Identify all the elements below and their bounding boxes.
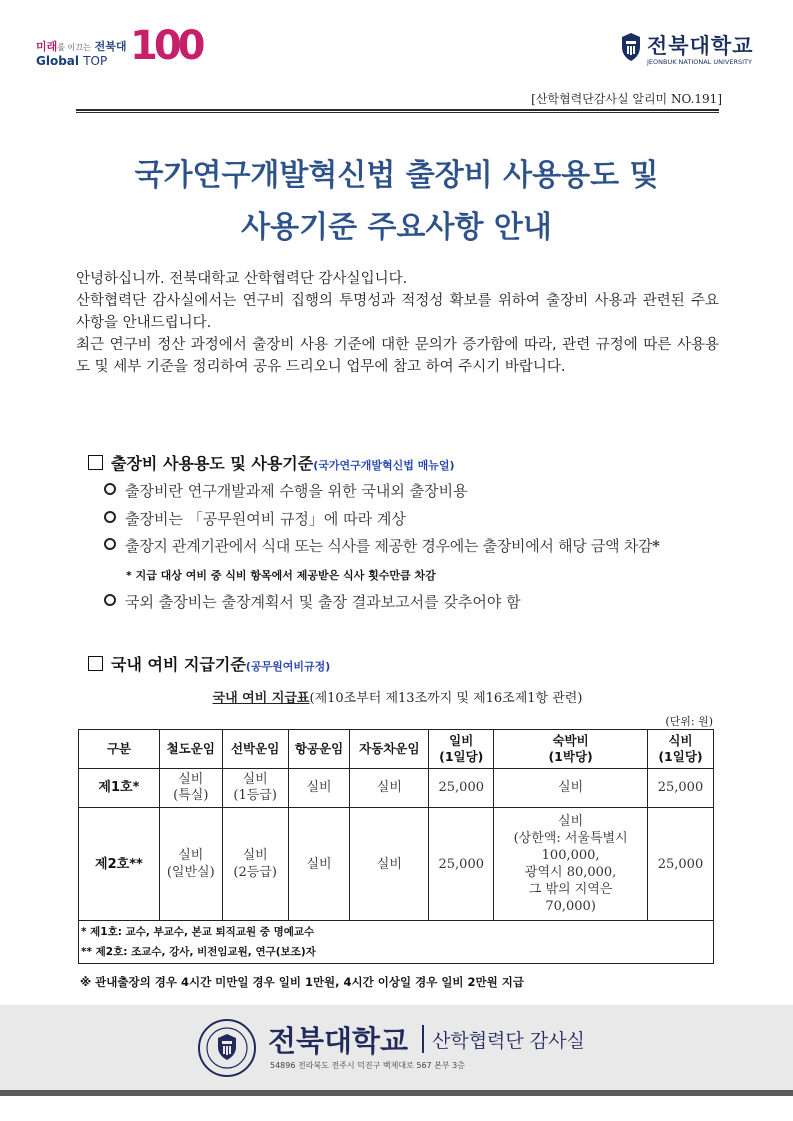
footer-university-name: 전북대학교 (268, 1024, 409, 1058)
list-item (104, 508, 406, 529)
header-daily-unit: (1일당) (439, 749, 484, 764)
list-item (104, 535, 660, 556)
table-footnote-row (79, 921, 714, 964)
car-cell: 실비 (350, 769, 429, 808)
grade-cell: 제1호* (79, 769, 160, 808)
rail-class: (일반실) (166, 865, 215, 880)
footer-bar (0, 1090, 793, 1096)
lodging-line: 실비 (558, 814, 584, 829)
table-title: 국내 여비 지급표 (212, 691, 310, 706)
section2-subtitle: (공무원여비규정) (245, 660, 331, 673)
page-title (60, 150, 733, 254)
header-divider (76, 109, 719, 111)
header-category: 구분 (79, 730, 160, 769)
lodging-cell: 실비 (494, 769, 648, 808)
deduction-note: * 지급 대상 여비 중 식비 항목에서 제공받은 식사 횟수만큼 차감 (126, 569, 436, 582)
global-top100-logo (30, 24, 200, 72)
ship-value: 실비 (242, 772, 268, 787)
lodging-line: (상한액: 서울특별시 (513, 831, 628, 846)
footnote-grade-1: * 제1호: 교수, 부교수, 본교 퇴직교원 중 명예교수 (81, 926, 315, 938)
global-text: Global (36, 54, 80, 68)
ship-class: (1등급) (233, 788, 277, 803)
footer-separator (422, 1025, 424, 1053)
rail-cell (159, 808, 222, 921)
top-text: TOP (83, 54, 108, 68)
header-car: 자동차운임 (350, 730, 429, 769)
university-logo (617, 30, 767, 72)
intro-paragraph-2: 산학협력단 감사실에서는 연구비 집행의 투명성과 적정성 확보를 위하여 출장비 사용과 관련된 주요 사항을 안내드립니다. (76, 293, 719, 331)
bullet-text-1: 출장비란 연구개발과제 수행을 위한 국내외 출장비용 (125, 482, 468, 500)
section1-subtitle: (국가연구개발혁신법 매뉴얼) (313, 459, 455, 472)
daily-cell: 25,000 (429, 769, 494, 808)
university-emblem-icon (619, 32, 643, 62)
rail-value: 실비 (178, 772, 204, 787)
intro-paragraph-1: 안녕하십니까. 전북대학교 산학협력단 감사실입니다. (76, 271, 408, 287)
air-cell: 실비 (288, 769, 350, 808)
footnote-grade-2: ** 제2호: 조교수, 강사, 비전임교원, 연구(보조)자 (81, 946, 316, 958)
university-name: 전북대학교 (647, 34, 754, 58)
intro-text (76, 268, 719, 378)
title-line-2: 사용기준 주요사항 안내 (241, 210, 552, 245)
section-heading-usage (88, 451, 455, 474)
rail-class: (특실) (173, 788, 209, 803)
table-footnotes (79, 921, 714, 964)
header-lodging-label: 숙박비 (552, 733, 589, 748)
section2-title: 국내 여비 지급기준 (111, 655, 246, 674)
header-lodging (494, 730, 648, 769)
intro-paragraph-3: 최근 연구비 정산 과정에서 출장비 사용 기준에 대한 문의가 증가함에 따라, 관련 규정에 따른 사용용도 및 세부 기준을 정리하여 공유 드리오니 업무에 참고 하여 주시기 바랍니다. (76, 337, 719, 375)
table-row (79, 808, 714, 921)
header-meal-unit: (1일당) (658, 749, 703, 764)
table-title-note: (제10조부터 제13조까지 및 제16조제1항 관련) (309, 691, 583, 706)
meal-cell: 25,000 (647, 808, 713, 921)
table-row (79, 769, 714, 808)
footer-address: 54896 전라북도 전주시 덕진구 백제대로 567 본부 3층 (270, 1061, 465, 1070)
table-header-row (79, 730, 714, 769)
slogan-small: 를 이끄는 (57, 43, 91, 52)
title-line-1: 국가연구개발혁신법 출장비 사용용도 및 (134, 158, 659, 193)
local-trip-note: ※ 관내출장의 경우 4시간 미만일 경우 일비 1만원, 4시간 이상일 경우 일비 2만원 지급 (80, 975, 524, 989)
lodging-line: 70,000) (545, 899, 596, 914)
air-cell: 실비 (288, 808, 350, 921)
header-rail: 철도운임 (159, 730, 222, 769)
list-item (104, 480, 468, 501)
header-air: 항공운임 (288, 730, 350, 769)
bullet-3-star: * (652, 537, 660, 555)
bullet-text-4: 국외 출장비는 출장계획서 및 출장 결과보고서를 갖추어야 함 (125, 593, 521, 611)
university-eng-name: JEONBUK NATIONAL UNIVERSITY (647, 58, 752, 66)
lodging-cell (494, 808, 648, 921)
header-ship: 선박운임 (222, 730, 288, 769)
table-caption (76, 687, 719, 706)
rail-value: 실비 (178, 848, 204, 863)
bullet-text-2: 출장비는 「공무원여비 규정」에 따라 계상 (125, 510, 406, 528)
header-daily (429, 730, 494, 769)
circle-bullet-icon (104, 483, 116, 495)
circle-bullet-icon (104, 511, 116, 523)
checkbox-square-icon (88, 455, 103, 470)
footer-department: 산학협력단 감사실 (432, 1030, 585, 1052)
header-meal-label: 식비 (668, 733, 693, 748)
ship-class: (2등급) (233, 865, 277, 880)
lodging-line: 100,000, (541, 848, 600, 863)
slogan-univ: 전북대 (94, 40, 127, 53)
section-heading-domestic (88, 652, 330, 675)
travel-expense-table (78, 729, 714, 964)
bullet-text-3: 출장지 관계기관에서 식대 또는 식사를 제공한 경우에는 출장비에서 해당 금액 차감 (125, 537, 653, 555)
notice-number: [산학협력단감사실 알리미 NO.191] (531, 92, 722, 106)
grade-cell: 제2호** (79, 808, 160, 921)
lodging-line: 그 밖의 지역은 (528, 882, 613, 897)
circle-bullet-icon (104, 594, 116, 606)
ship-cell (222, 808, 288, 921)
header-daily-label: 일비 (449, 733, 474, 748)
circle-bullet-icon (104, 538, 116, 550)
header-meal (647, 730, 713, 769)
section1-title: 출장비 사용용도 및 사용기준 (111, 454, 314, 473)
list-item (104, 591, 521, 612)
meal-cell: 25,000 (647, 769, 713, 808)
slogan-main: 미래 (36, 40, 58, 53)
rail-cell (159, 769, 222, 808)
header-divider-thin (76, 112, 719, 113)
ship-value: 실비 (242, 848, 268, 863)
car-cell: 실비 (350, 808, 429, 921)
university-seal-icon (197, 1018, 257, 1078)
daily-cell: 25,000 (429, 808, 494, 921)
checkbox-square-icon (88, 656, 103, 671)
hundred-text: 100 (130, 23, 202, 69)
table-unit: (단위: 원) (665, 715, 713, 728)
lodging-line: 광역시 80,000, (524, 865, 617, 880)
ship-cell (222, 769, 288, 808)
header-lodging-unit: (1박당) (548, 749, 593, 764)
